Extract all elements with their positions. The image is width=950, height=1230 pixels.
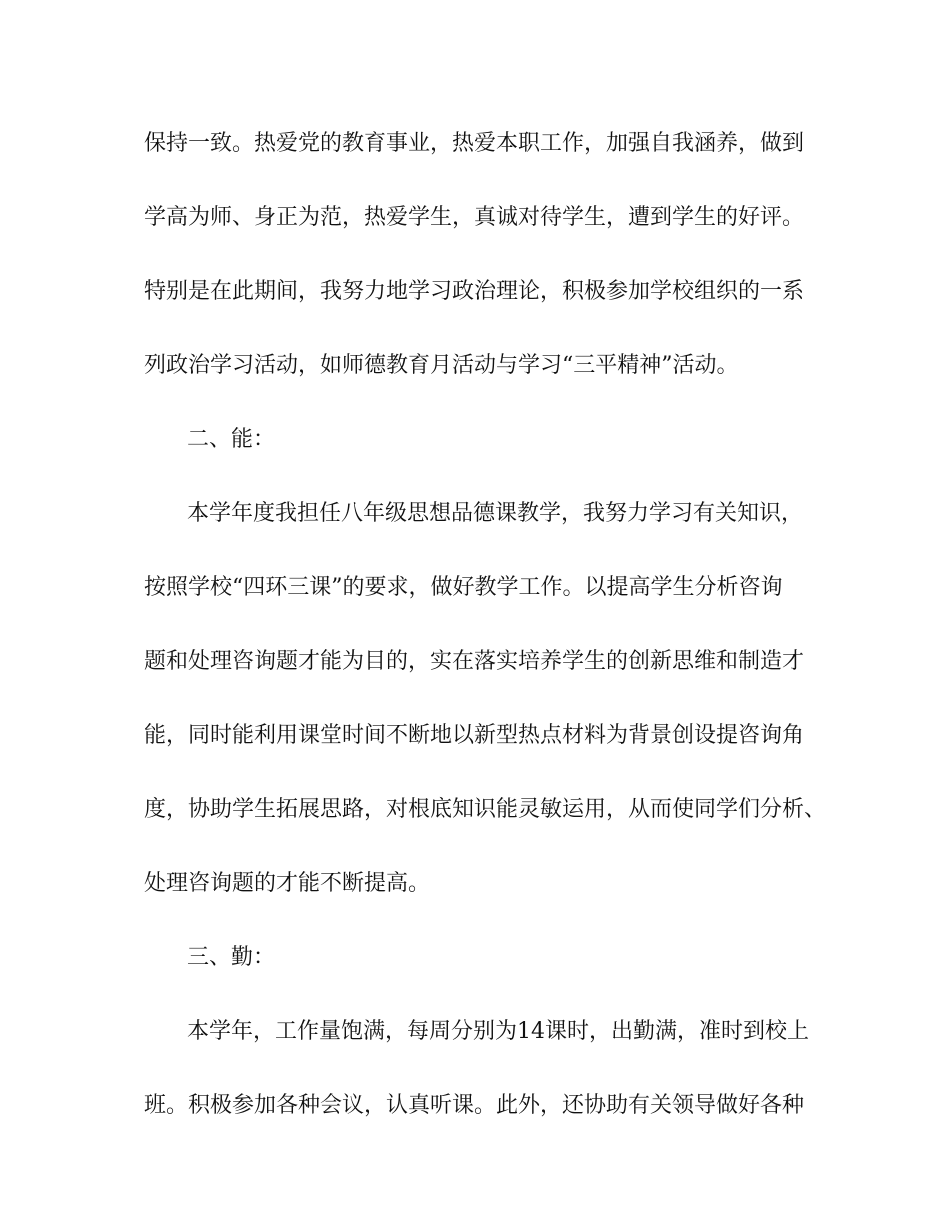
text-line: 按照学校“四环三课”的要求，做好教学工作。以提高学生分析咨询	[144, 575, 783, 600]
text-line: 列政治学习活动，如师德教育月活动与学习“三平精神”活动。	[144, 353, 739, 378]
text-line: 能，同时能利用课堂时间不断地以新型热点材料为背景创设提咨询角	[144, 723, 805, 748]
text-line: 本学年，工作量饱满，每周分别为14课时，出勤满，准时到校上	[187, 1019, 809, 1044]
text-line: 处理咨询题的才能不断提高。	[144, 871, 431, 896]
section-heading: 三、勤：	[187, 945, 276, 970]
text-line: 度，协助学生拓展思路，对根底知识能灵敏运用，从而使同学们分析、	[144, 797, 827, 822]
text-line: 保持一致。热爱党的教育事业，热爱本职工作，加强自我涵养，做到	[144, 131, 805, 156]
text-line: 班。积极参加各种会议，认真听课。此外，还协助有关领导做好各种	[144, 1093, 805, 1118]
text-line: 本学年度我担任八年级思想品德课教学，我努力学习有关知识，	[187, 501, 804, 526]
text-line: 学高为师、身正为范，热爱学生，真诚对待学生，遭到学生的好评。	[144, 205, 805, 230]
text-line: 特别是在此期间，我努力地学习政治理论，积极参加学校组织的一系	[144, 279, 805, 304]
text-line: 题和处理咨询题才能为目的，实在落实培养学生的创新思维和制造才	[144, 649, 805, 674]
section-heading: 二、能：	[187, 427, 276, 452]
